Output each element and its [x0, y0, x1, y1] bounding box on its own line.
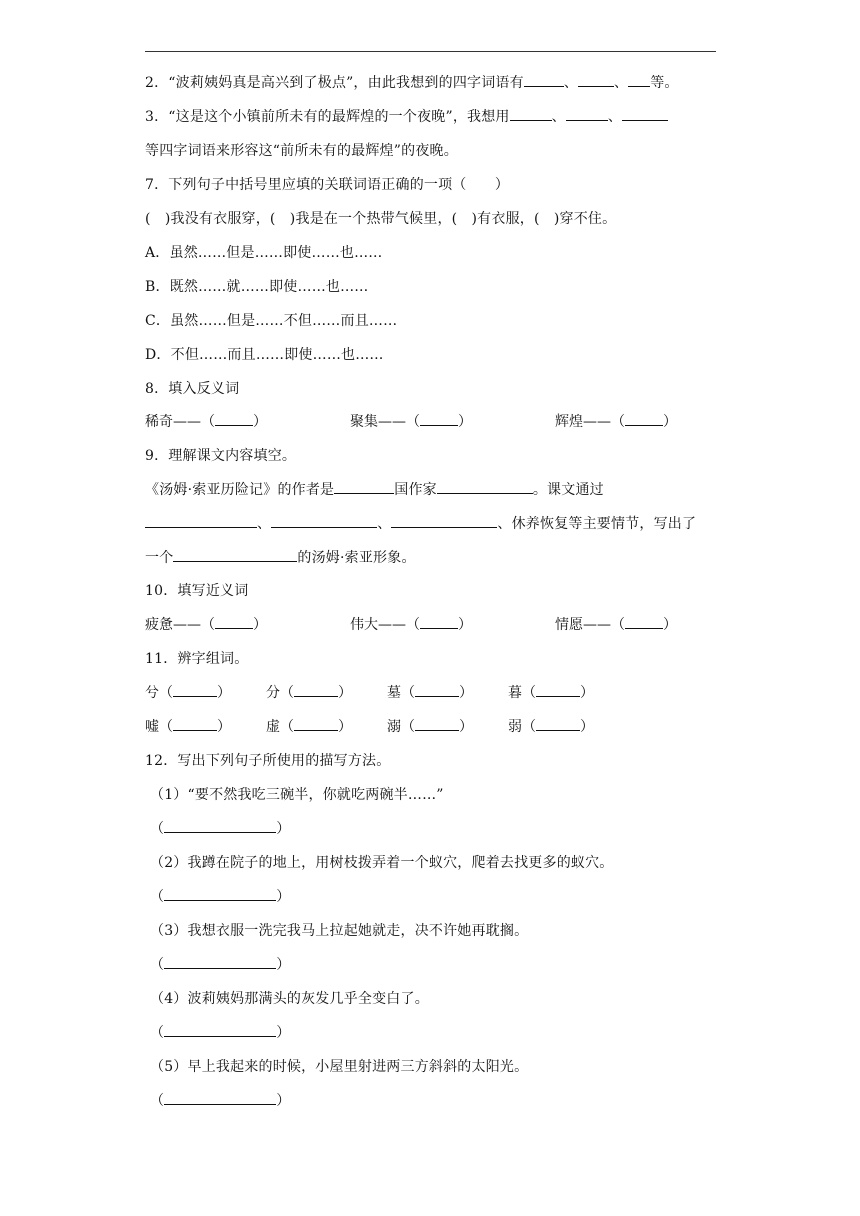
char-item: 虚（ ）	[266, 719, 352, 735]
question-10-title: 10．填写近义词	[145, 583, 249, 599]
option-a[interactable]: A．虽然……但是……即使……也……	[145, 245, 383, 261]
question-12-title: 12．写出下列句子所使用的描写方法。	[145, 753, 391, 769]
q12-sentence-1: （1）“要不然我吃三碗半，你就吃两碗半……”	[150, 787, 444, 803]
question-7-stem: 7．下列句子中括号里应填的关联词语正确的一项（ ）	[145, 177, 510, 193]
header-rule	[145, 51, 716, 52]
answer-blank[interactable]	[524, 74, 564, 87]
q12-answer-1: （ ）	[150, 821, 291, 837]
question-11-title: 11．辨字组词。	[145, 651, 249, 667]
answer-blank[interactable]	[622, 108, 668, 121]
q12-answer-5: （ ）	[150, 1093, 291, 1109]
char-item: 兮（ ）	[145, 685, 231, 701]
answer-blank[interactable]	[173, 718, 217, 731]
q12-sentence-3: （3）我想衣服一洗完我马上拉起她就走，决不许她再耽搁。	[150, 923, 529, 939]
char-item: 分（ ）	[266, 685, 352, 701]
question-9-line2: 、 、 、休养恢复等主要情节，写出了	[145, 515, 696, 533]
question-8-title: 8．填入反义词	[145, 381, 240, 397]
answer-blank[interactable]	[145, 515, 257, 528]
question-7-sentence: ( )我没有衣服穿，( )我是在一个热带气候里，( )有衣服，( )穿不住。	[145, 211, 617, 227]
answer-blank[interactable]	[271, 515, 377, 528]
answer-blank[interactable]	[164, 820, 276, 833]
synonym-item: 伟大——（ ）	[350, 617, 472, 633]
answer-blank[interactable]	[536, 684, 580, 697]
answer-blank[interactable]	[628, 74, 650, 87]
antonym-item: 辉煌——（ ）	[555, 414, 677, 430]
answer-blank[interactable]	[164, 1092, 276, 1105]
answer-blank[interactable]	[215, 413, 253, 426]
q12-answer-4: （ ）	[150, 1025, 291, 1041]
answer-blank[interactable]	[415, 684, 459, 697]
q12-sentence-5: （5）早上我起来的时候，小屋里射进两三方斜斜的太阳光。	[150, 1059, 529, 1075]
option-d[interactable]: D．不但……而且……即使……也……	[145, 347, 384, 363]
answer-blank[interactable]	[215, 616, 253, 629]
question-3-text: 3．“这是这个小镇前所未有的最辉煌的一个夜晚”，我想用	[145, 109, 510, 125]
synonym-item: 疲惫——（ ）	[145, 617, 267, 633]
antonym-item: 稀奇——（ ）	[145, 414, 267, 430]
answer-blank[interactable]	[164, 956, 276, 969]
option-c[interactable]: C．虽然……但是……不但……而且……	[145, 313, 398, 329]
answer-blank[interactable]	[391, 515, 497, 528]
char-item: 弱（ ）	[508, 719, 594, 735]
q12-answer-3: （ ）	[150, 957, 291, 973]
question-9-title: 9．理解课文内容填空。	[145, 448, 297, 464]
answer-blank[interactable]	[625, 413, 663, 426]
answer-blank[interactable]	[415, 718, 459, 731]
answer-blank[interactable]	[334, 481, 394, 494]
q12-sentence-2: （2）我蹲在院子的地上，用树枝拨弄着一个蚁穴，爬着去找更多的蚁穴。	[150, 855, 614, 871]
answer-blank[interactable]	[294, 718, 338, 731]
answer-blank[interactable]	[510, 108, 552, 121]
answer-blank[interactable]	[164, 1024, 276, 1037]
question-2-text: 2．“波莉姨妈真是高兴到了极点”，由此我想到的四字词语有	[145, 75, 524, 91]
separator: 、	[614, 75, 629, 91]
answer-blank[interactable]	[578, 74, 614, 87]
answer-blank[interactable]	[173, 684, 217, 697]
answer-blank[interactable]	[536, 718, 580, 731]
question-9-line1: 《汤姆·索亚历险记》的作者是 国作家 。课文通过	[145, 482, 604, 498]
question-9-line3: 一个 的汤姆·索亚形象。	[145, 550, 416, 566]
char-item: 暮（ ）	[508, 685, 594, 701]
antonym-item: 聚集——（ ）	[350, 414, 472, 430]
question-2	[145, 74, 679, 92]
answer-blank[interactable]	[294, 684, 338, 697]
answer-blank[interactable]	[625, 616, 663, 629]
answer-blank[interactable]	[566, 108, 608, 121]
q12-sentence-4: （4）波莉姨妈那满头的灰发几乎全变白了。	[150, 991, 429, 1007]
answer-blank[interactable]	[420, 616, 458, 629]
answer-blank[interactable]	[164, 888, 276, 901]
separator: 、	[563, 75, 579, 91]
separator: 、	[551, 109, 566, 125]
synonym-item: 情愿——（ ）	[555, 617, 677, 633]
question-2-tail: 等。	[650, 75, 679, 91]
q12-answer-2: （ ）	[150, 889, 291, 905]
answer-blank[interactable]	[173, 549, 297, 562]
question-3	[145, 108, 668, 126]
separator: 、	[607, 109, 623, 125]
char-item: 墓（ ）	[387, 685, 473, 701]
char-item: 嘘（ ）	[145, 719, 231, 735]
answer-blank[interactable]	[437, 481, 533, 494]
option-b[interactable]: B．既然……就……即使……也……	[145, 279, 369, 295]
question-3-line2: 等四字词语来形容这“前所未有的最辉煌”的夜晚。	[145, 143, 458, 159]
char-item: 溺（ ）	[387, 719, 473, 735]
answer-blank[interactable]	[420, 413, 458, 426]
